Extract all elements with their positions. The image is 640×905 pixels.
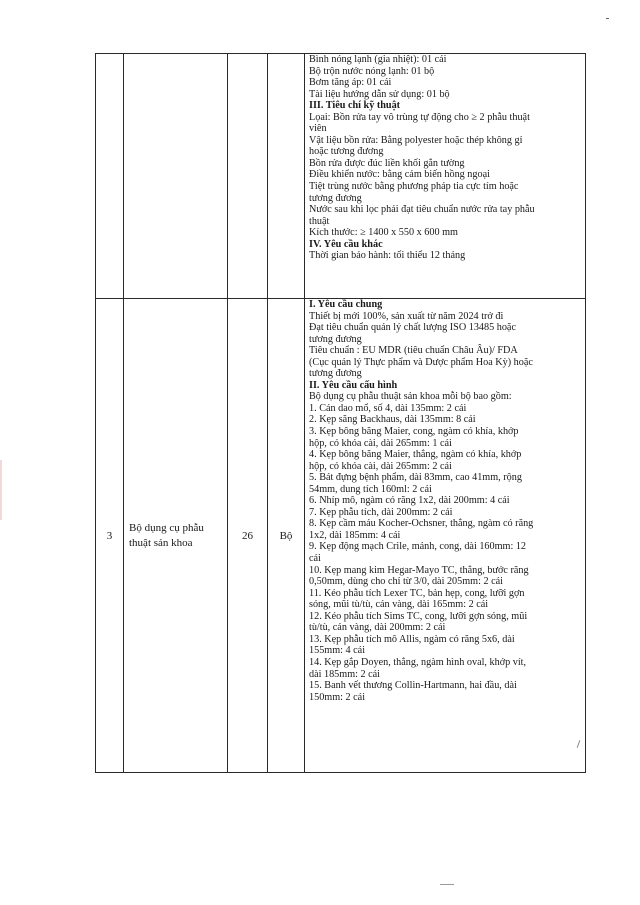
spec-line: Tiêu chuẩn : EU MDR (tiêu chuẩn Châu Âu)/ FDA [309, 345, 518, 357]
spec-line: Kích thước: ≥ 1400 x 550 x 600 mm [309, 227, 458, 239]
scan-edge-tint [0, 460, 2, 520]
spec-line: Bộ trộn nước nóng lạnh: 01 bộ [309, 65, 435, 77]
spec-line: 11. Kéo phẫu tích Lexer TC, bản hẹp, cong, lưỡi gợn [309, 587, 525, 599]
spec-line: 15. Banh vết thương Collin-Hartmann, hai đầu, dài [309, 680, 517, 692]
specification-cell [305, 299, 586, 773]
spec-line: IV. Yêu cầu khác [309, 238, 383, 250]
spec-line: 12. Kéo phẫu tích Sims TC, cong, lưỡi gợn sóng, mũi [309, 610, 528, 622]
spec-line: 0,50mm, dùng cho chỉ từ 3/0, dài 205mm: 2 cái [309, 576, 503, 588]
spec-line: 7. Kẹp phẫu tích, dài 200mm: 2 cái [309, 506, 453, 518]
spec-line: Thời gian bảo hành: tối thiểu 12 tháng [309, 250, 466, 262]
spec-line: Nước sau khi lọc phải đạt tiêu chuẩn nước rửa tay phẫu [309, 204, 535, 216]
unit-cell [268, 54, 305, 299]
spec-line: tương đương [309, 192, 362, 204]
quantity-cell [228, 54, 268, 299]
spec-line: Lọai: Bồn rửa tay vô trùng tự động cho ≥ 2 phẫu thuật [309, 111, 530, 123]
specification-lines [309, 299, 581, 703]
stt-cell [96, 54, 124, 299]
table-row [96, 299, 586, 773]
spec-line: I. Yêu cầu chung [309, 299, 383, 310]
spec-line: 13. Kẹp phẫu tích mô Allis, ngàm có răng 5x6, dài [309, 633, 515, 645]
spec-line: III. Tiêu chí kỹ thuật [309, 100, 401, 112]
unit-cell: Bộ [268, 299, 305, 773]
scan-mark [606, 18, 609, 19]
spec-line: 2. Kẹp săng Backhaus, dài 135mm: 8 cái [309, 414, 476, 426]
spec-line: 54mm, dung tích 160ml: 2 cái [309, 483, 432, 495]
spec-line: hoặc tương đương [309, 146, 384, 158]
spec-line: 155mm: 4 cái [309, 645, 366, 657]
item-name-cell: Bộ dụng cụ phẫu thuật sản khoa [124, 299, 228, 773]
spec-line: (Cục quản lý Thực phẩm và Dược phẩm Hoa Kỳ) hoặc [309, 356, 533, 368]
spec-line: 1. Cán dao mổ, số 4, dài 135mm: 2 cái [309, 402, 467, 414]
name-cell [124, 54, 228, 299]
spec-line: 9. Kẹp động mạch Crile, mảnh, cong, dài 160mm: 12 [309, 541, 527, 553]
stt-cell: 3 [96, 299, 124, 773]
spec-line: Tiệt trùng nước bằng phương pháp tia cực tím hoặc [309, 181, 519, 193]
spec-line: 150mm: 2 cái [309, 691, 366, 703]
spec-line: Tài liệu hướng dẫn sử dụng: 01 bộ [309, 88, 450, 100]
spec-line: hộp, có khóa cài, dài 265mm: 2 cái [309, 460, 452, 472]
spec-line: 8. Kẹp cầm máu Kocher-Ochsner, thẳng, ngàm có răng [309, 518, 534, 530]
spec-line: 3. Kẹp bông băng Maier, cong, ngàm có khía, khớp [309, 426, 519, 438]
spec-line: sóng, mũi tù/tù, cán vàng, dài 165mm: 2 cái [309, 599, 489, 611]
specification-table [95, 53, 586, 773]
table-row [96, 54, 586, 299]
spec-line: II. Yêu cầu cấu hình [309, 379, 398, 391]
quantity-cell: 26 [228, 299, 268, 773]
spec-line: Bộ dụng cụ phẫu thuật sản khoa mỗi bộ bao gồm: [309, 391, 512, 403]
spec-line: tương đương [309, 368, 362, 380]
specification-cell [305, 54, 586, 299]
spec-line: Bơm tăng áp: 01 cái [309, 77, 392, 89]
spec-line: Thiết bị mới 100%, sản xuất từ năm 2024 trở đi [309, 310, 504, 322]
spec-line: 5. Bát đựng bệnh phẩm, dài 83mm, cao 41mm, rộng [309, 472, 522, 484]
spec-line: Bình nóng lạnh (gia nhiệt): 01 cái [309, 54, 447, 65]
spec-line: Bồn rửa được đúc liền khối gắn tường [309, 157, 465, 169]
scan-mark [440, 884, 454, 885]
spec-line: 10. Kẹp mang kim Hegar-Mayo TC, thẳng, bước răng [309, 564, 529, 576]
spec-line: Đạt tiêu chuẩn quản lý chất lượng ISO 13485 hoặc [309, 322, 516, 334]
spec-line: 14. Kẹp gắp Doyen, thẳng, ngàm hình oval, khớp vít, [309, 656, 527, 668]
spec-line: Vật liệu bồn rửa: Bằng polyester hoặc thép không gỉ [309, 134, 523, 146]
spec-line: dài 185mm: 2 cái [309, 668, 381, 680]
spec-line: hộp, có khóa cài, dài 265mm: 1 cái [309, 437, 452, 449]
spec-line: tù/tù, cán vàng, dài 200mm: 2 cái [309, 622, 446, 634]
spec-line: 1x2, dài 185mm: 4 cái [309, 529, 401, 541]
specification-lines [309, 54, 581, 262]
spec-line: thuật [309, 215, 330, 227]
spec-line: 6. Nhíp mô, ngàm có răng 1x2, dài 200mm: 4 cái [309, 495, 510, 507]
spec-line: viên [309, 123, 327, 135]
spec-line: cái [309, 553, 321, 565]
spec-line: Điều khiển nước: bằng cảm biến hồng ngoại [309, 169, 490, 181]
spec-line: tương đương [309, 333, 362, 345]
spec-line: 4. Kẹp bông băng Maier, thẳng, ngàm có khía, khớp [309, 449, 522, 461]
